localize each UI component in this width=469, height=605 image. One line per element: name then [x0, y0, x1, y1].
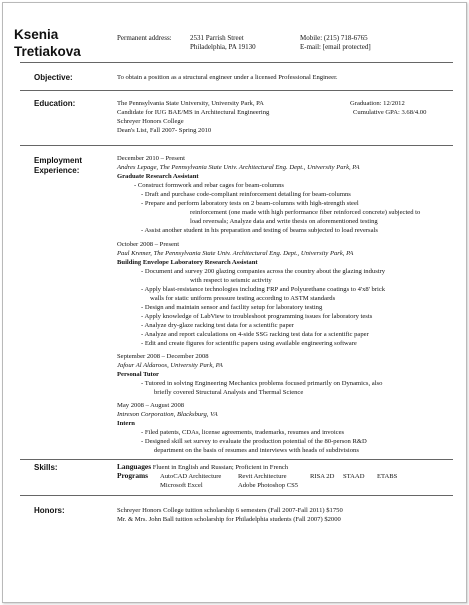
- programs-label: Programs: [117, 471, 149, 480]
- job3-bullet: - Tutored in solving Engineering Mechanics problems focused primarily on Dynamics, also: [141, 380, 383, 387]
- program-item: AutoCAD Architecture: [160, 473, 222, 480]
- edu-gpa: Cumulative GPA: 3.68/4.00: [353, 109, 427, 116]
- job1-dates: December 2010 – Present: [117, 155, 185, 162]
- job1-bullet: reinforcement (one made with high performance fiber reinforced concrete) subjected to: [190, 209, 421, 216]
- job2-employer: Paul Kremer, The Pennsylvania State Univ. Architectural Eng. Dept., University Park, PA: [117, 250, 354, 257]
- section-skills: Skills:: [34, 463, 58, 472]
- job2-bullet: - Analyze dry-glaze racking test data for a scientific paper: [141, 322, 294, 329]
- program-item: ETABS: [377, 473, 398, 480]
- section-education: Education:: [34, 99, 76, 108]
- edu-school: The Pennsylvania State University, University Park, PA: [117, 100, 264, 107]
- mobile: Mobile: (215) 718-6765: [300, 34, 368, 42]
- address-line1: 2531 Parrish Street: [190, 34, 244, 42]
- divider-employment: [20, 459, 453, 460]
- program-item: RISA 2D: [310, 473, 335, 480]
- job1-bullet: - Construct formwork and rebar cages for beam-columns: [134, 182, 284, 189]
- divider-objective: [20, 90, 453, 91]
- address-line2: Philadelphia, PA 19130: [190, 43, 256, 51]
- job2-bullet: with respect to seismic activity: [190, 277, 272, 284]
- job4-bullet: department on the basis of resumes and interviews with heads of subdivisions: [154, 447, 359, 454]
- job4-bullet: - Filed patents, CDAs, license agreements, trademarks, resumes and invoices: [141, 429, 345, 436]
- job1-bullet: - Assist another student in his preparation and testing of beams subjected to load reversals: [141, 227, 378, 234]
- job1-bullet: - Prepare and perform laboratory tests on 2 beam-columns with high-strength steel: [141, 200, 359, 207]
- job3-bullet: briefly covered Structural Analysis and Thermal Science: [154, 389, 304, 396]
- job1-title: Graduate Research Assistant: [117, 173, 199, 180]
- job2-bullet: - Analyze and report calculations on 4-side SSG racking test data for a scientific paper: [141, 331, 369, 338]
- section-honors: Honors:: [34, 506, 65, 515]
- name-last: Tretiakova: [14, 44, 81, 59]
- section-experience: Experience:: [34, 166, 80, 175]
- section-employment: Employment: [34, 156, 83, 165]
- honor-item: Schreyer Honors College tuition scholarship 6 semesters (Fall 2007-Fall 2011) $1750: [117, 507, 343, 514]
- program-item: Adobe Photoshop CS5: [238, 482, 299, 489]
- email[interactable]: E-mail: [email protected]: [300, 43, 371, 51]
- job1-bullet: load reversals; Analyze data and write thesis on aforementioned testing: [190, 218, 378, 225]
- languages-label: Languages: [117, 462, 152, 471]
- section-objective: Objective:: [34, 73, 73, 82]
- job2-title: Building Envelope Laboratory Research Assistant: [117, 259, 258, 266]
- job1-bullet: - Draft and purchase code-compliant reinforcement detailing for beam-columns: [141, 191, 351, 198]
- job4-bullet: - Designed skill set survey to evaluate the production potential of the 80-person R&D: [141, 438, 367, 445]
- languages-text: Fluent in English and Russian; Proficient in French: [152, 464, 289, 471]
- divider-education: [20, 145, 453, 146]
- job2-bullet: - Apply blast-resistance technologies including FRP and Polyurethane coatings to 4'x8' brick: [141, 286, 386, 293]
- edu-degree: Candidate for IUG BAE/MS in Architectural Engineering: [117, 109, 270, 116]
- job2-bullet: - Edit and create figures for scientific papers using available engineering software: [141, 340, 357, 347]
- program-item: Microsoft Excel: [160, 482, 203, 489]
- job3-dates: September 2008 – December 2008: [117, 353, 209, 360]
- program-item: Revit Architecture: [238, 473, 287, 480]
- divider-skills: [20, 495, 453, 496]
- edu-graduation: Graduation: 12/2012: [350, 100, 405, 107]
- job2-bullet: - Design and maintain sensor and facility setup for laboratory testing: [141, 304, 323, 311]
- job2-dates: October 2008 – Present: [117, 241, 180, 248]
- objective-text: To obtain a position as a structural engineer under a licensed Professional Engineer.: [117, 74, 338, 81]
- job4-title: Intern: [117, 420, 135, 427]
- program-item: STAAD: [343, 473, 365, 480]
- honor-item: Mr. & Mrs. John Ball tuition scholarship for Philadelphia students (Fall 2007) $2000: [117, 516, 341, 523]
- job1-employer: Andres Lepage, The Pennsylvania State Univ. Architectural Eng. Dept., University Park, PA: [117, 164, 360, 171]
- address-label: Permanent address:: [117, 34, 172, 42]
- job4-employer: Intrexon Corporation, Blacksburg, VA: [117, 411, 218, 418]
- divider-header: [20, 62, 453, 63]
- job3-title: Personal Tutor: [117, 371, 159, 378]
- job3-employer: Jafour Al Aldaroos, University Park, PA: [117, 362, 223, 369]
- name-first: Ksenia: [14, 27, 59, 42]
- job4-dates: May 2008 – August 2008: [117, 402, 185, 409]
- job2-bullet: - Apply knowledge of LabView to troubleshoot programming issues for laboratory tests: [141, 313, 373, 320]
- job2-bullet: - Document and survey 200 glazing companies across the country about the glazing industry: [141, 268, 386, 275]
- edu-college: Schreyer Honors College: [117, 118, 184, 125]
- edu-deans-list: Dean's List, Fall 2007- Spring 2010: [117, 127, 212, 134]
- job2-bullet: walls for static uniform pressure testing according to ASTM standards: [150, 295, 336, 302]
